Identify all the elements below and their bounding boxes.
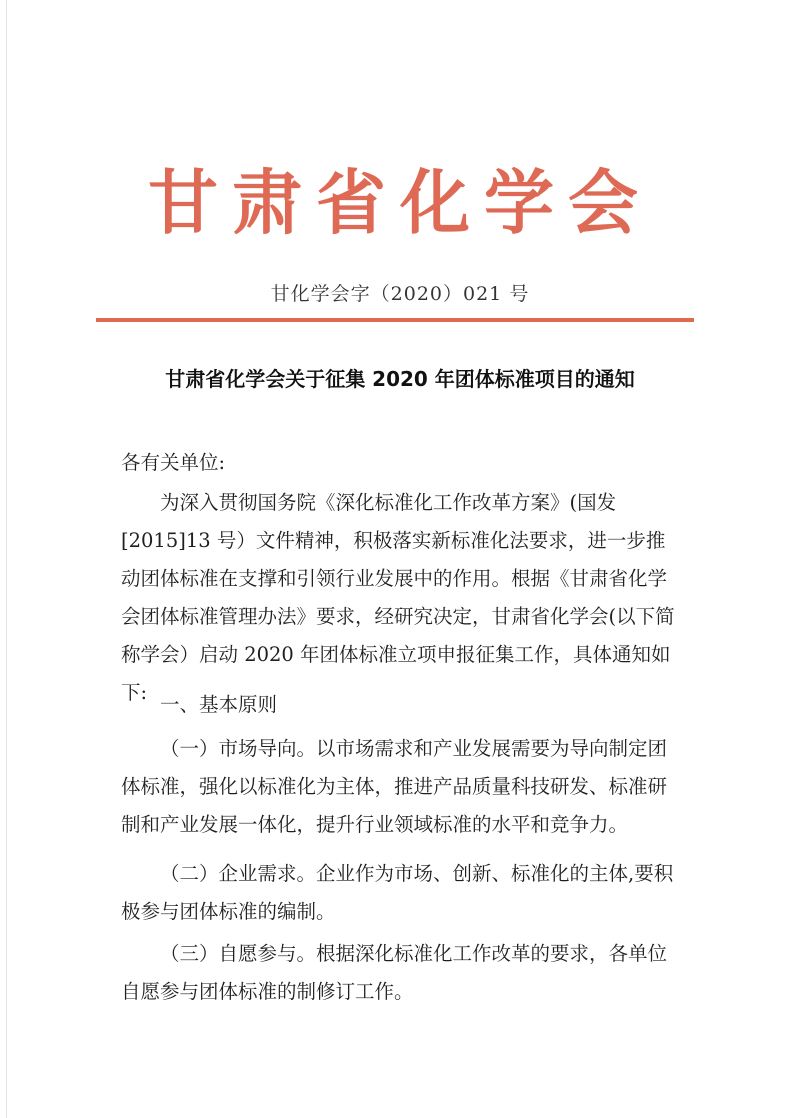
section-heading-basic-principles: 一、基本原则 <box>160 693 278 716</box>
paragraph-voluntary-participation: （三）自愿参与。根据深化标准化工作改革的要求，各单位自愿参与团体标准的制修订工作。 <box>121 942 668 1003</box>
document-number: 甘化学会字（2020）021 号 <box>270 283 530 305</box>
red-divider-line <box>96 318 694 322</box>
letterhead-organization: 甘肃省化学会 <box>148 162 652 244</box>
paragraph-market-orientation: （一）市场导向。以市场需求和产业发展需要为导向制定团体标准，强化以标准化为主体，推进产品质量科技研发、标准研制和产业发展一体化，提升行业领域标准的水平和竞争力。 <box>121 737 668 836</box>
salutation: 各有关单位: <box>121 451 226 474</box>
paragraph-enterprise-demand: （二）企业需求。企业作为市场、创新、标准化的主体,要积极参与团体标准的编制。 <box>121 862 674 923</box>
paragraph-intro: 为深入贯彻国务院《深化标准化工作改革方案》(国发[2015]13 号）文件精神，积极落实新标准化法要求，进一步推动团体标准在支撑和引领行业发展中的作用。根据《甘肃省化学会团体标准管理办法》要求，经研究决定，甘肃省化学会(以下简称学会）启动 2020 年团体标准立项申报征集工作，具体通知如下: <box>121 491 675 704</box>
notice-title: 甘肃省化学会关于征集 2020 年团体标准项目的通知 <box>165 367 635 391</box>
